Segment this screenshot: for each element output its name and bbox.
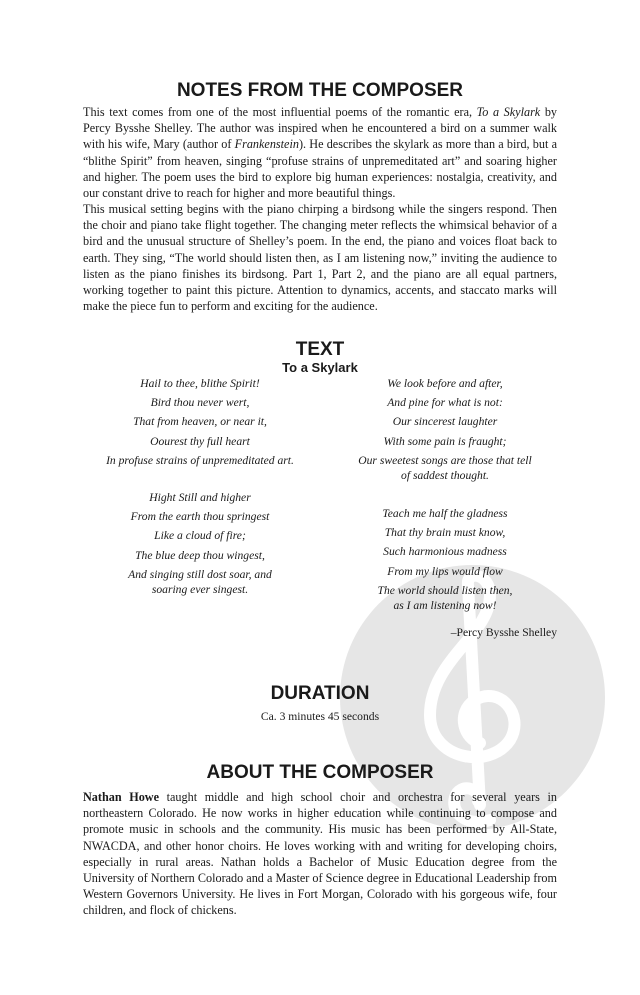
duration-heading: DURATION (270, 683, 370, 704)
poem-attribution: –Percy Bysshe Shelley (450, 626, 557, 639)
poem-left-column: Hail to thee, blithe Spirit! Bird thou never wert, That from heaven, or near it, Oourest thy full heart In profuse strains of unpremeditated art. Hight Still and higher From the earth thou springest Like a cloud of fire; The blue deep thou wingest, And singing still dost soar, and soaring ever singest. (106, 377, 294, 597)
poem-right-column: We look before and after, And pine for what is not: Our sincerest laughter With some pain is fraught; Our sweetest songs are those that tell of saddest thought. Teach me half the gladness That thy brain must know, Such harmonious madness From my lips would flow The world should listen then, as I am listening now! (358, 377, 532, 613)
notes-paragraph-1: This text comes from one of the most influential poems of the romantic era, To a Skylark by Percy Bysshe Shelley. The author was inspired when he encountered a bird on a summer walk with his wife, Mary (author of Frankenstein). He describes the skylark as more than a bird, but a “blithe Spirit” from heaven, singing “profuse strains of unpremeditated art” and soaring higher and higher. The poem uses the bird to explore big human experiences: nostalgia, creativity, and our constant drive to reach for higher and more beautiful things. (83, 105, 558, 201)
duration-value: Ca. 3 minutes 45 seconds (260, 710, 380, 723)
poem-title: To a Skylark (282, 360, 358, 375)
about-heading: ABOUT THE COMPOSER (206, 762, 434, 783)
notes-heading: NOTES FROM THE COMPOSER (176, 80, 464, 101)
text-heading: TEXT (295, 339, 345, 360)
about-paragraph: Nathan Howe taught middle and high school choir and orchestra for several years in northeastern Colorado. He now works in higher education while continuing to compose and promote music in schools and the community. His music has been performed by All-State, NWACDA, and other honor choirs. He loves working with and writing for developing choirs, especially in rural areas. Nathan holds a Bachelor of Music Education degree from the University of Northern Colorado and a Master of Science degree in Educational Leadership from Western Governors University. He lives in Fort Morgan, Colorado with his gorgeous wife, four children, and flock of chickens. (83, 790, 557, 918)
notes-paragraph-2: This musical setting begins with the piano chirping a birdsong while the singers respond. Then the choir and piano take flight together. The changing meter reflects the whimsical behavior of a bird and the unusual structure of Shelley’s poem. In the end, the piano and voices float back to earth. They sing, “The world should listen then, as I am listening now,” inviting the audience to listen as the piano finishes its birdsong. Part 1, Part 2, and the piano are all equal partners, working together to paint this picture. Attention to dynamics, accents, and staccato marks will make the piece fun to perform and exciting for the audience. (83, 202, 557, 314)
